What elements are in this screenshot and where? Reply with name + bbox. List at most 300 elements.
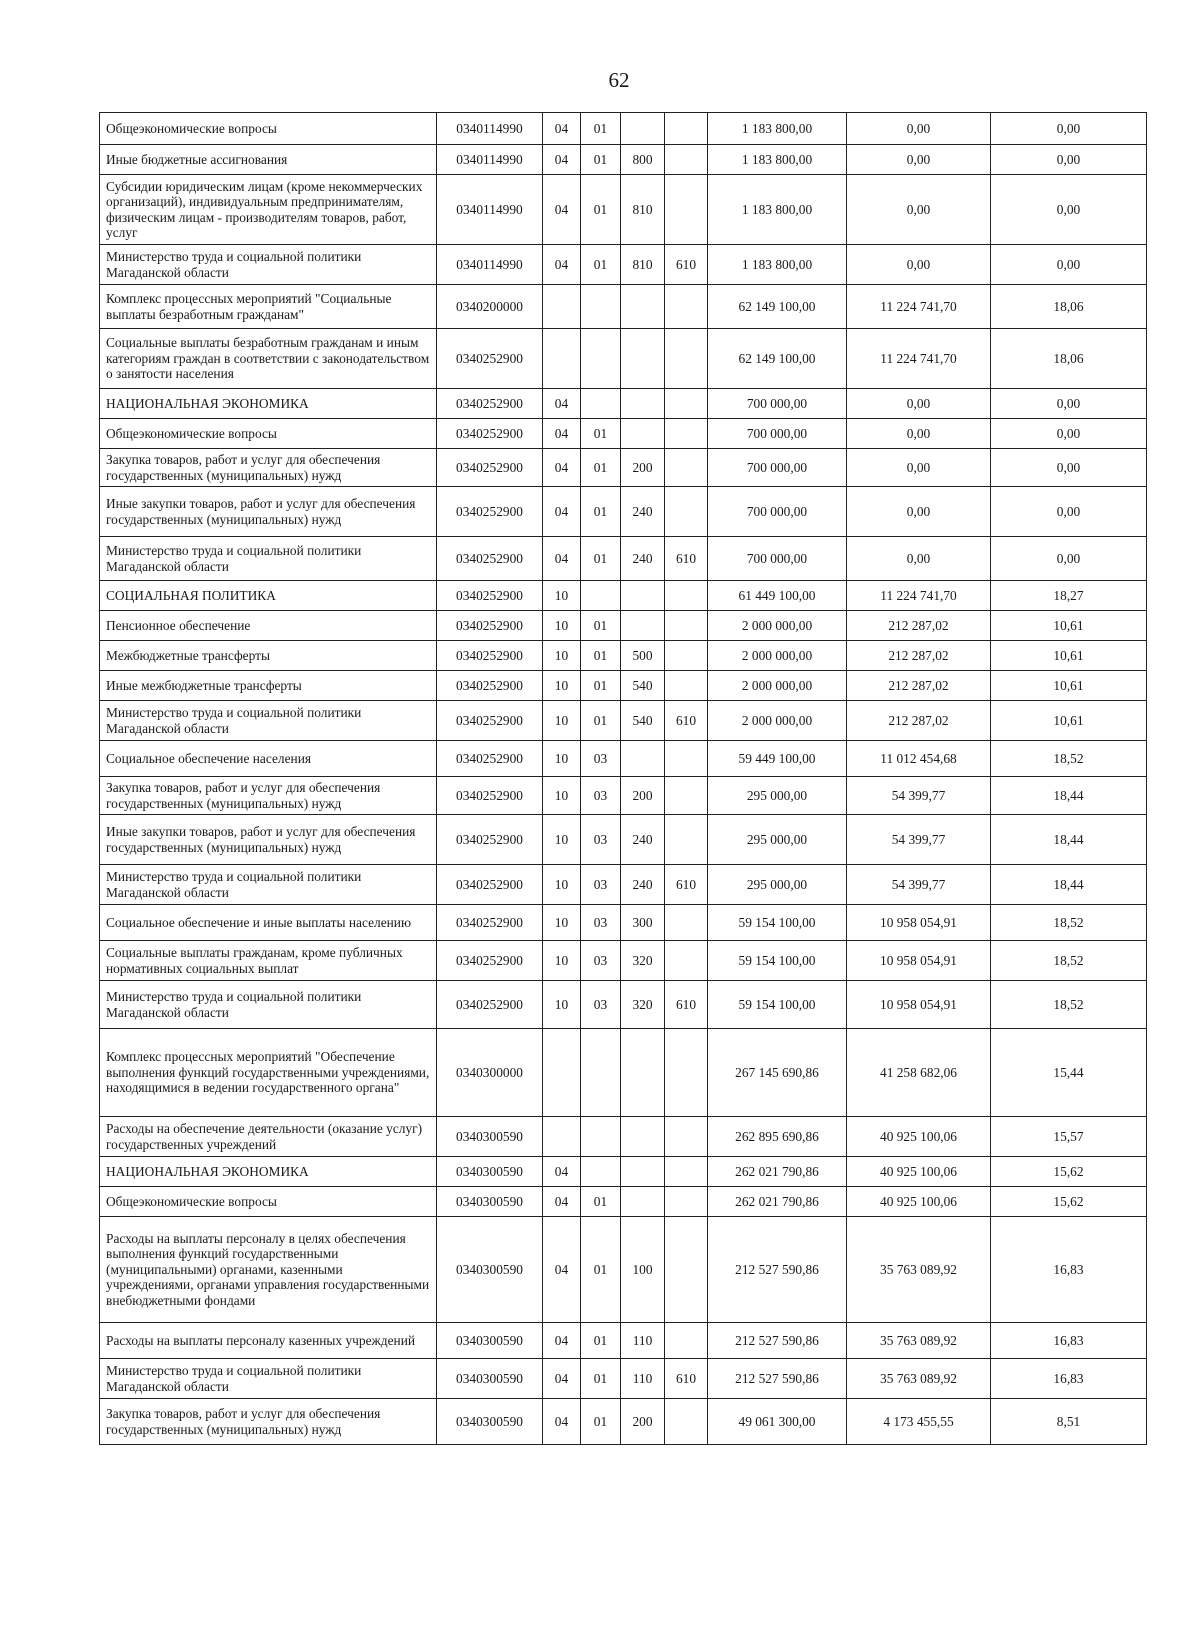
table-cell-name: Министерство труда и социальной политики Магаданской области bbox=[100, 981, 437, 1029]
table-cell-expense-type bbox=[621, 329, 665, 389]
table-row bbox=[100, 905, 1147, 941]
table-row bbox=[100, 741, 1147, 777]
table-cell-plan: 59 154 100,00 bbox=[708, 981, 847, 1029]
table-cell-subsection: 01 bbox=[581, 449, 621, 487]
table-cell-code: 0340252900 bbox=[437, 671, 543, 701]
table-cell-code: 0340252900 bbox=[437, 815, 543, 865]
table-cell-code: 0340252900 bbox=[437, 449, 543, 487]
table-cell-code: 0340114990 bbox=[437, 113, 543, 145]
table-cell-percent: 0,00 bbox=[991, 389, 1147, 419]
table-cell-name: Министерство труда и социальной политики Магаданской области bbox=[100, 1359, 437, 1399]
table-cell-chapter bbox=[665, 1399, 708, 1445]
table-cell-section: 10 bbox=[543, 641, 581, 671]
table-cell-fact: 0,00 bbox=[847, 145, 991, 175]
table-cell-name: Министерство труда и социальной политики Магаданской области bbox=[100, 245, 437, 285]
table-cell-name: Расходы на выплаты персоналу в целях обеспечения выполнения функций государственными (муниципальными) органами, казенными учреждениями, органами управления государственными внебюджетными фондами bbox=[100, 1217, 437, 1323]
table-cell-fact: 40 925 100,06 bbox=[847, 1187, 991, 1217]
table-cell-percent: 10,61 bbox=[991, 641, 1147, 671]
table-cell-expense-type: 540 bbox=[621, 701, 665, 741]
table-cell-plan: 212 527 590,86 bbox=[708, 1323, 847, 1359]
table-cell-chapter bbox=[665, 1029, 708, 1117]
table-cell-chapter: 610 bbox=[665, 1359, 708, 1399]
table-cell-fact: 11 224 741,70 bbox=[847, 581, 991, 611]
table-cell-percent: 18,06 bbox=[991, 285, 1147, 329]
table-cell-chapter bbox=[665, 611, 708, 641]
table-cell-name: Общеэкономические вопросы bbox=[100, 113, 437, 145]
table-cell-plan: 212 527 590,86 bbox=[708, 1359, 847, 1399]
table-cell-fact: 41 258 682,06 bbox=[847, 1029, 991, 1117]
table-row bbox=[100, 487, 1147, 537]
table-cell-plan: 49 061 300,00 bbox=[708, 1399, 847, 1445]
table-cell-fact: 0,00 bbox=[847, 449, 991, 487]
table-cell-plan: 700 000,00 bbox=[708, 537, 847, 581]
table-cell-subsection: 01 bbox=[581, 1399, 621, 1445]
table-cell-section: 10 bbox=[543, 905, 581, 941]
table-cell-chapter bbox=[665, 449, 708, 487]
table-cell-subsection bbox=[581, 1157, 621, 1187]
table-cell-name: Комплекс процессных мероприятий "Социальные выплаты безработным гражданам" bbox=[100, 285, 437, 329]
table-cell-section: 10 bbox=[543, 701, 581, 741]
table-cell-name: Иные бюджетные ассигнования bbox=[100, 145, 437, 175]
table-cell-percent: 10,61 bbox=[991, 701, 1147, 741]
table-row bbox=[100, 815, 1147, 865]
table-cell-chapter: 610 bbox=[665, 865, 708, 905]
table-cell-section: 10 bbox=[543, 741, 581, 777]
table-cell-plan: 59 154 100,00 bbox=[708, 905, 847, 941]
table-row bbox=[100, 1399, 1147, 1445]
table-cell-subsection: 03 bbox=[581, 815, 621, 865]
table-row bbox=[100, 865, 1147, 905]
table-cell-name: Субсидии юридическим лицам (кроме некоммерческих организаций), индивидуальным предпринимателям, физическим лицам - производителям товаров, работ, услуг bbox=[100, 175, 437, 245]
table-cell-subsection bbox=[581, 1117, 621, 1157]
table-cell-section: 04 bbox=[543, 1217, 581, 1323]
table-cell-chapter bbox=[665, 1217, 708, 1323]
table-cell-code: 0340252900 bbox=[437, 941, 543, 981]
table-cell-subsection: 01 bbox=[581, 641, 621, 671]
table-cell-fact: 11 224 741,70 bbox=[847, 285, 991, 329]
table-cell-section: 04 bbox=[543, 419, 581, 449]
table-cell-fact: 10 958 054,91 bbox=[847, 981, 991, 1029]
table-cell-expense-type: 240 bbox=[621, 815, 665, 865]
table-cell-code: 0340300590 bbox=[437, 1359, 543, 1399]
table-cell-chapter bbox=[665, 145, 708, 175]
table-cell-expense-type: 320 bbox=[621, 981, 665, 1029]
table-cell-code: 0340252900 bbox=[437, 981, 543, 1029]
table-cell-plan: 2 000 000,00 bbox=[708, 641, 847, 671]
table-cell-name: Социальные выплаты гражданам, кроме публичных нормативных социальных выплат bbox=[100, 941, 437, 981]
table-cell-fact: 0,00 bbox=[847, 175, 991, 245]
table-cell-percent: 18,44 bbox=[991, 777, 1147, 815]
table-cell-subsection: 01 bbox=[581, 419, 621, 449]
table-cell-fact: 212 287,02 bbox=[847, 671, 991, 701]
table-cell-name: Социальное обеспечение и иные выплаты населению bbox=[100, 905, 437, 941]
table-cell-chapter bbox=[665, 487, 708, 537]
table-cell-percent: 18,52 bbox=[991, 905, 1147, 941]
table-cell-subsection: 01 bbox=[581, 175, 621, 245]
table-row bbox=[100, 611, 1147, 641]
table-cell-code: 0340252900 bbox=[437, 419, 543, 449]
table-cell-fact: 40 925 100,06 bbox=[847, 1157, 991, 1187]
table-cell-code: 0340252900 bbox=[437, 641, 543, 671]
table-cell-subsection: 03 bbox=[581, 741, 621, 777]
table-cell-expense-type: 110 bbox=[621, 1359, 665, 1399]
table-cell-fact: 54 399,77 bbox=[847, 865, 991, 905]
table-row bbox=[100, 1029, 1147, 1117]
table-cell-section: 10 bbox=[543, 815, 581, 865]
table-cell-name: Пенсионное обеспечение bbox=[100, 611, 437, 641]
table-cell-section: 04 bbox=[543, 175, 581, 245]
table-cell-expense-type: 110 bbox=[621, 1323, 665, 1359]
table-cell-chapter bbox=[665, 285, 708, 329]
table-row bbox=[100, 1323, 1147, 1359]
table-cell-percent: 0,00 bbox=[991, 419, 1147, 449]
table-row bbox=[100, 537, 1147, 581]
table-cell-fact: 0,00 bbox=[847, 537, 991, 581]
table-cell-expense-type bbox=[621, 1117, 665, 1157]
table-cell-name: Межбюджетные трансферты bbox=[100, 641, 437, 671]
table-cell-percent: 10,61 bbox=[991, 671, 1147, 701]
table-cell-code: 0340300590 bbox=[437, 1399, 543, 1445]
table-cell-percent: 16,83 bbox=[991, 1217, 1147, 1323]
table-cell-plan: 2 000 000,00 bbox=[708, 611, 847, 641]
table-cell-expense-type: 540 bbox=[621, 671, 665, 701]
table-cell-name: Министерство труда и социальной политики Магаданской области bbox=[100, 537, 437, 581]
table-cell-code: 0340252900 bbox=[437, 389, 543, 419]
table-cell-plan: 262 021 790,86 bbox=[708, 1157, 847, 1187]
table-cell-fact: 0,00 bbox=[847, 389, 991, 419]
table-cell-code: 0340252900 bbox=[437, 611, 543, 641]
table-row bbox=[100, 329, 1147, 389]
table-cell-plan: 59 154 100,00 bbox=[708, 941, 847, 981]
table-cell-subsection: 01 bbox=[581, 1323, 621, 1359]
table-cell-subsection: 01 bbox=[581, 1359, 621, 1399]
table-cell-subsection: 01 bbox=[581, 701, 621, 741]
table-cell-code: 0340300590 bbox=[437, 1157, 543, 1187]
table-cell-subsection: 03 bbox=[581, 865, 621, 905]
table-cell-code: 0340114990 bbox=[437, 245, 543, 285]
table-cell-percent: 0,00 bbox=[991, 245, 1147, 285]
table-cell-code: 0340300590 bbox=[437, 1323, 543, 1359]
table-cell-fact: 10 958 054,91 bbox=[847, 941, 991, 981]
table-cell-chapter bbox=[665, 671, 708, 701]
table-cell-name: СОЦИАЛЬНАЯ ПОЛИТИКА bbox=[100, 581, 437, 611]
table-cell-expense-type: 800 bbox=[621, 145, 665, 175]
table-cell-fact: 0,00 bbox=[847, 245, 991, 285]
table-cell-subsection: 01 bbox=[581, 145, 621, 175]
table-cell-section: 10 bbox=[543, 981, 581, 1029]
table-cell-subsection: 01 bbox=[581, 1217, 621, 1323]
table-cell-percent: 15,62 bbox=[991, 1187, 1147, 1217]
table-cell-chapter bbox=[665, 113, 708, 145]
table-cell-fact: 0,00 bbox=[847, 419, 991, 449]
table-cell-fact: 35 763 089,92 bbox=[847, 1217, 991, 1323]
table-row bbox=[100, 1157, 1147, 1187]
table-cell-percent: 0,00 bbox=[991, 175, 1147, 245]
table-cell-subsection: 01 bbox=[581, 611, 621, 641]
table-cell-subsection: 03 bbox=[581, 905, 621, 941]
table-cell-percent: 18,27 bbox=[991, 581, 1147, 611]
table-cell-code: 0340300590 bbox=[437, 1117, 543, 1157]
table-cell-section: 04 bbox=[543, 1187, 581, 1217]
table-row bbox=[100, 1187, 1147, 1217]
table-cell-name: Социальные выплаты безработным гражданам и иным категориям граждан в соответствии с законодательством о занятости населения bbox=[100, 329, 437, 389]
table-cell-expense-type: 500 bbox=[621, 641, 665, 671]
table-cell-percent: 18,44 bbox=[991, 815, 1147, 865]
table-cell-fact: 54 399,77 bbox=[847, 777, 991, 815]
table-cell-chapter bbox=[665, 1117, 708, 1157]
table-cell-expense-type bbox=[621, 389, 665, 419]
table-cell-chapter bbox=[665, 1323, 708, 1359]
table-row bbox=[100, 1359, 1147, 1399]
table-cell-expense-type bbox=[621, 1187, 665, 1217]
table-cell-code: 0340252900 bbox=[437, 329, 543, 389]
table-cell-plan: 59 449 100,00 bbox=[708, 741, 847, 777]
table-cell-code: 0340252900 bbox=[437, 865, 543, 905]
table-cell-plan: 1 183 800,00 bbox=[708, 145, 847, 175]
table-cell-percent: 18,06 bbox=[991, 329, 1147, 389]
table-cell-plan: 262 021 790,86 bbox=[708, 1187, 847, 1217]
table-cell-chapter: 610 bbox=[665, 701, 708, 741]
table-cell-section: 10 bbox=[543, 865, 581, 905]
table-cell-section: 04 bbox=[543, 449, 581, 487]
table-cell-percent: 15,44 bbox=[991, 1029, 1147, 1117]
table-cell-name: Министерство труда и социальной политики Магаданской области bbox=[100, 865, 437, 905]
table-cell-expense-type: 100 bbox=[621, 1217, 665, 1323]
table-cell-percent: 18,52 bbox=[991, 941, 1147, 981]
table-cell-percent: 16,83 bbox=[991, 1323, 1147, 1359]
table-cell-expense-type: 200 bbox=[621, 449, 665, 487]
table-cell-section: 10 bbox=[543, 941, 581, 981]
table-cell-plan: 267 145 690,86 bbox=[708, 1029, 847, 1117]
table-cell-expense-type: 300 bbox=[621, 905, 665, 941]
table-cell-plan: 212 527 590,86 bbox=[708, 1217, 847, 1323]
table-cell-section: 04 bbox=[543, 487, 581, 537]
table-cell-name: Общеэкономические вопросы bbox=[100, 1187, 437, 1217]
table-cell-name: Расходы на обеспечение деятельности (оказание услуг) государственных учреждений bbox=[100, 1117, 437, 1157]
table-cell-plan: 295 000,00 bbox=[708, 865, 847, 905]
table-cell-subsection: 01 bbox=[581, 487, 621, 537]
table-cell-fact: 4 173 455,55 bbox=[847, 1399, 991, 1445]
table-cell-expense-type bbox=[621, 1029, 665, 1117]
table-cell-plan: 700 000,00 bbox=[708, 449, 847, 487]
table-cell-fact: 212 287,02 bbox=[847, 701, 991, 741]
table-cell-chapter bbox=[665, 777, 708, 815]
table-cell-code: 0340200000 bbox=[437, 285, 543, 329]
table-cell-percent: 18,52 bbox=[991, 741, 1147, 777]
table-cell-section: 04 bbox=[543, 389, 581, 419]
table-cell-plan: 700 000,00 bbox=[708, 487, 847, 537]
table-cell-chapter: 610 bbox=[665, 245, 708, 285]
table-cell-subsection: 03 bbox=[581, 941, 621, 981]
table-row bbox=[100, 419, 1147, 449]
table-cell-name: Иные межбюджетные трансферты bbox=[100, 671, 437, 701]
table-cell-percent: 0,00 bbox=[991, 113, 1147, 145]
table-cell-expense-type: 320 bbox=[621, 941, 665, 981]
table-cell-code: 0340300590 bbox=[437, 1217, 543, 1323]
table-cell-code: 0340300590 bbox=[437, 1187, 543, 1217]
table-cell-expense-type bbox=[621, 285, 665, 329]
table-cell-plan: 700 000,00 bbox=[708, 389, 847, 419]
table-row bbox=[100, 641, 1147, 671]
table-row bbox=[100, 389, 1147, 419]
table-cell-section: 04 bbox=[543, 1399, 581, 1445]
table-cell-subsection bbox=[581, 285, 621, 329]
table-cell-expense-type: 240 bbox=[621, 487, 665, 537]
table-row bbox=[100, 449, 1147, 487]
table-cell-subsection bbox=[581, 1029, 621, 1117]
table-cell-subsection bbox=[581, 389, 621, 419]
table-cell-chapter bbox=[665, 175, 708, 245]
table-row bbox=[100, 1217, 1147, 1323]
table-row bbox=[100, 113, 1147, 145]
table-cell-name: Иные закупки товаров, работ и услуг для обеспечения государственных (муниципальных) нужд bbox=[100, 815, 437, 865]
table-cell-plan: 62 149 100,00 bbox=[708, 329, 847, 389]
table-cell-chapter bbox=[665, 1187, 708, 1217]
table-cell-fact: 10 958 054,91 bbox=[847, 905, 991, 941]
table-cell-subsection: 03 bbox=[581, 981, 621, 1029]
table-row bbox=[100, 1117, 1147, 1157]
table-cell-percent: 10,61 bbox=[991, 611, 1147, 641]
table-cell-section: 04 bbox=[543, 113, 581, 145]
table-cell-expense-type bbox=[621, 741, 665, 777]
table-cell-name: Министерство труда и социальной политики Магаданской области bbox=[100, 701, 437, 741]
table-cell-name: Иные закупки товаров, работ и услуг для обеспечения государственных (муниципальных) нужд bbox=[100, 487, 437, 537]
table-cell-code: 0340252900 bbox=[437, 487, 543, 537]
page-number: 62 bbox=[608, 68, 630, 92]
table-cell-plan: 295 000,00 bbox=[708, 777, 847, 815]
table-cell-fact: 11 012 454,68 bbox=[847, 741, 991, 777]
table-cell-expense-type bbox=[621, 1157, 665, 1187]
table-row bbox=[100, 581, 1147, 611]
table-cell-section: 10 bbox=[543, 581, 581, 611]
table-cell-chapter bbox=[665, 905, 708, 941]
table-cell-name: Социальное обеспечение населения bbox=[100, 741, 437, 777]
table-cell-expense-type bbox=[621, 611, 665, 641]
table-cell-fact: 35 763 089,92 bbox=[847, 1359, 991, 1399]
table-cell-code: 0340252900 bbox=[437, 777, 543, 815]
table-cell-code: 0340252900 bbox=[437, 701, 543, 741]
table-cell-plan: 295 000,00 bbox=[708, 815, 847, 865]
table-cell-code: 0340252900 bbox=[437, 741, 543, 777]
table-cell-section: 04 bbox=[543, 1157, 581, 1187]
table-cell-percent: 16,83 bbox=[991, 1359, 1147, 1399]
table-row bbox=[100, 981, 1147, 1029]
table-cell-subsection: 01 bbox=[581, 537, 621, 581]
table-cell-percent: 0,00 bbox=[991, 537, 1147, 581]
table-row bbox=[100, 671, 1147, 701]
table-cell-subsection bbox=[581, 329, 621, 389]
table-cell-plan: 700 000,00 bbox=[708, 419, 847, 449]
table-cell-percent: 0,00 bbox=[991, 487, 1147, 537]
table-row bbox=[100, 941, 1147, 981]
table-cell-fact: 40 925 100,06 bbox=[847, 1117, 991, 1157]
table-cell-plan: 1 183 800,00 bbox=[708, 175, 847, 245]
table-cell-name: Закупка товаров, работ и услуг для обеспечения государственных (муниципальных) нужд bbox=[100, 449, 437, 487]
table-cell-percent: 18,44 bbox=[991, 865, 1147, 905]
table-cell-section: 04 bbox=[543, 145, 581, 175]
table-row bbox=[100, 777, 1147, 815]
table-row bbox=[100, 145, 1147, 175]
table-cell-fact: 54 399,77 bbox=[847, 815, 991, 865]
table-cell-plan: 62 149 100,00 bbox=[708, 285, 847, 329]
table-cell-code: 0340252900 bbox=[437, 581, 543, 611]
table-cell-chapter bbox=[665, 419, 708, 449]
table-cell-chapter bbox=[665, 941, 708, 981]
table-cell-section: 10 bbox=[543, 611, 581, 641]
table-cell-code: 0340114990 bbox=[437, 145, 543, 175]
table-cell-percent: 15,57 bbox=[991, 1117, 1147, 1157]
table-row bbox=[100, 245, 1147, 285]
table-cell-name: НАЦИОНАЛЬНАЯ ЭКОНОМИКА bbox=[100, 1157, 437, 1187]
table-cell-fact: 212 287,02 bbox=[847, 641, 991, 671]
table-cell-fact: 0,00 bbox=[847, 113, 991, 145]
table-cell-expense-type: 240 bbox=[621, 865, 665, 905]
table-cell-chapter bbox=[665, 329, 708, 389]
table-cell-section bbox=[543, 329, 581, 389]
table-cell-fact: 11 224 741,70 bbox=[847, 329, 991, 389]
table-cell-plan: 1 183 800,00 bbox=[708, 113, 847, 145]
table-cell-expense-type: 810 bbox=[621, 245, 665, 285]
table-cell-chapter: 610 bbox=[665, 537, 708, 581]
table-cell-subsection: 01 bbox=[581, 671, 621, 701]
table-cell-subsection: 01 bbox=[581, 245, 621, 285]
table-cell-subsection: 03 bbox=[581, 777, 621, 815]
table-cell-name: Закупка товаров, работ и услуг для обеспечения государственных (муниципальных) нужд bbox=[100, 777, 437, 815]
table-cell-section: 04 bbox=[543, 1323, 581, 1359]
table-cell-plan: 1 183 800,00 bbox=[708, 245, 847, 285]
table-row bbox=[100, 701, 1147, 741]
table-cell-chapter bbox=[665, 741, 708, 777]
table-cell-percent: 0,00 bbox=[991, 449, 1147, 487]
table-cell-percent: 0,00 bbox=[991, 145, 1147, 175]
table-cell-section: 04 bbox=[543, 245, 581, 285]
budget-table bbox=[99, 112, 1147, 1445]
table-cell-section: 10 bbox=[543, 671, 581, 701]
table-row bbox=[100, 175, 1147, 245]
table-cell-expense-type bbox=[621, 113, 665, 145]
table-cell-chapter bbox=[665, 389, 708, 419]
table-cell-plan: 2 000 000,00 bbox=[708, 671, 847, 701]
table-cell-name: Комплекс процессных мероприятий "Обеспечение выполнения функций государственными учреждениями, находящимися в ведении государственного органа" bbox=[100, 1029, 437, 1117]
table-cell-percent: 18,52 bbox=[991, 981, 1147, 1029]
table-cell-chapter bbox=[665, 1157, 708, 1187]
table-cell-expense-type: 200 bbox=[621, 1399, 665, 1445]
table-cell-chapter bbox=[665, 581, 708, 611]
table-row bbox=[100, 285, 1147, 329]
table-cell-chapter: 610 bbox=[665, 981, 708, 1029]
table-cell-name: Общеэкономические вопросы bbox=[100, 419, 437, 449]
table-cell-expense-type bbox=[621, 581, 665, 611]
table-cell-expense-type: 240 bbox=[621, 537, 665, 581]
table-cell-name: НАЦИОНАЛЬНАЯ ЭКОНОМИКА bbox=[100, 389, 437, 419]
table-cell-section bbox=[543, 285, 581, 329]
table-cell-code: 0340252900 bbox=[437, 537, 543, 581]
table-cell-section: 04 bbox=[543, 1359, 581, 1399]
table-cell-section: 04 bbox=[543, 537, 581, 581]
table-cell-chapter bbox=[665, 815, 708, 865]
table-cell-subsection bbox=[581, 581, 621, 611]
table-cell-section: 10 bbox=[543, 777, 581, 815]
table-cell-section bbox=[543, 1029, 581, 1117]
table-cell-section bbox=[543, 1117, 581, 1157]
table-cell-plan: 61 449 100,00 bbox=[708, 581, 847, 611]
table-cell-percent: 8,51 bbox=[991, 1399, 1147, 1445]
table-cell-plan: 262 895 690,86 bbox=[708, 1117, 847, 1157]
table-cell-code: 0340114990 bbox=[437, 175, 543, 245]
table-cell-chapter bbox=[665, 641, 708, 671]
table-cell-fact: 35 763 089,92 bbox=[847, 1323, 991, 1359]
table-cell-fact: 212 287,02 bbox=[847, 611, 991, 641]
